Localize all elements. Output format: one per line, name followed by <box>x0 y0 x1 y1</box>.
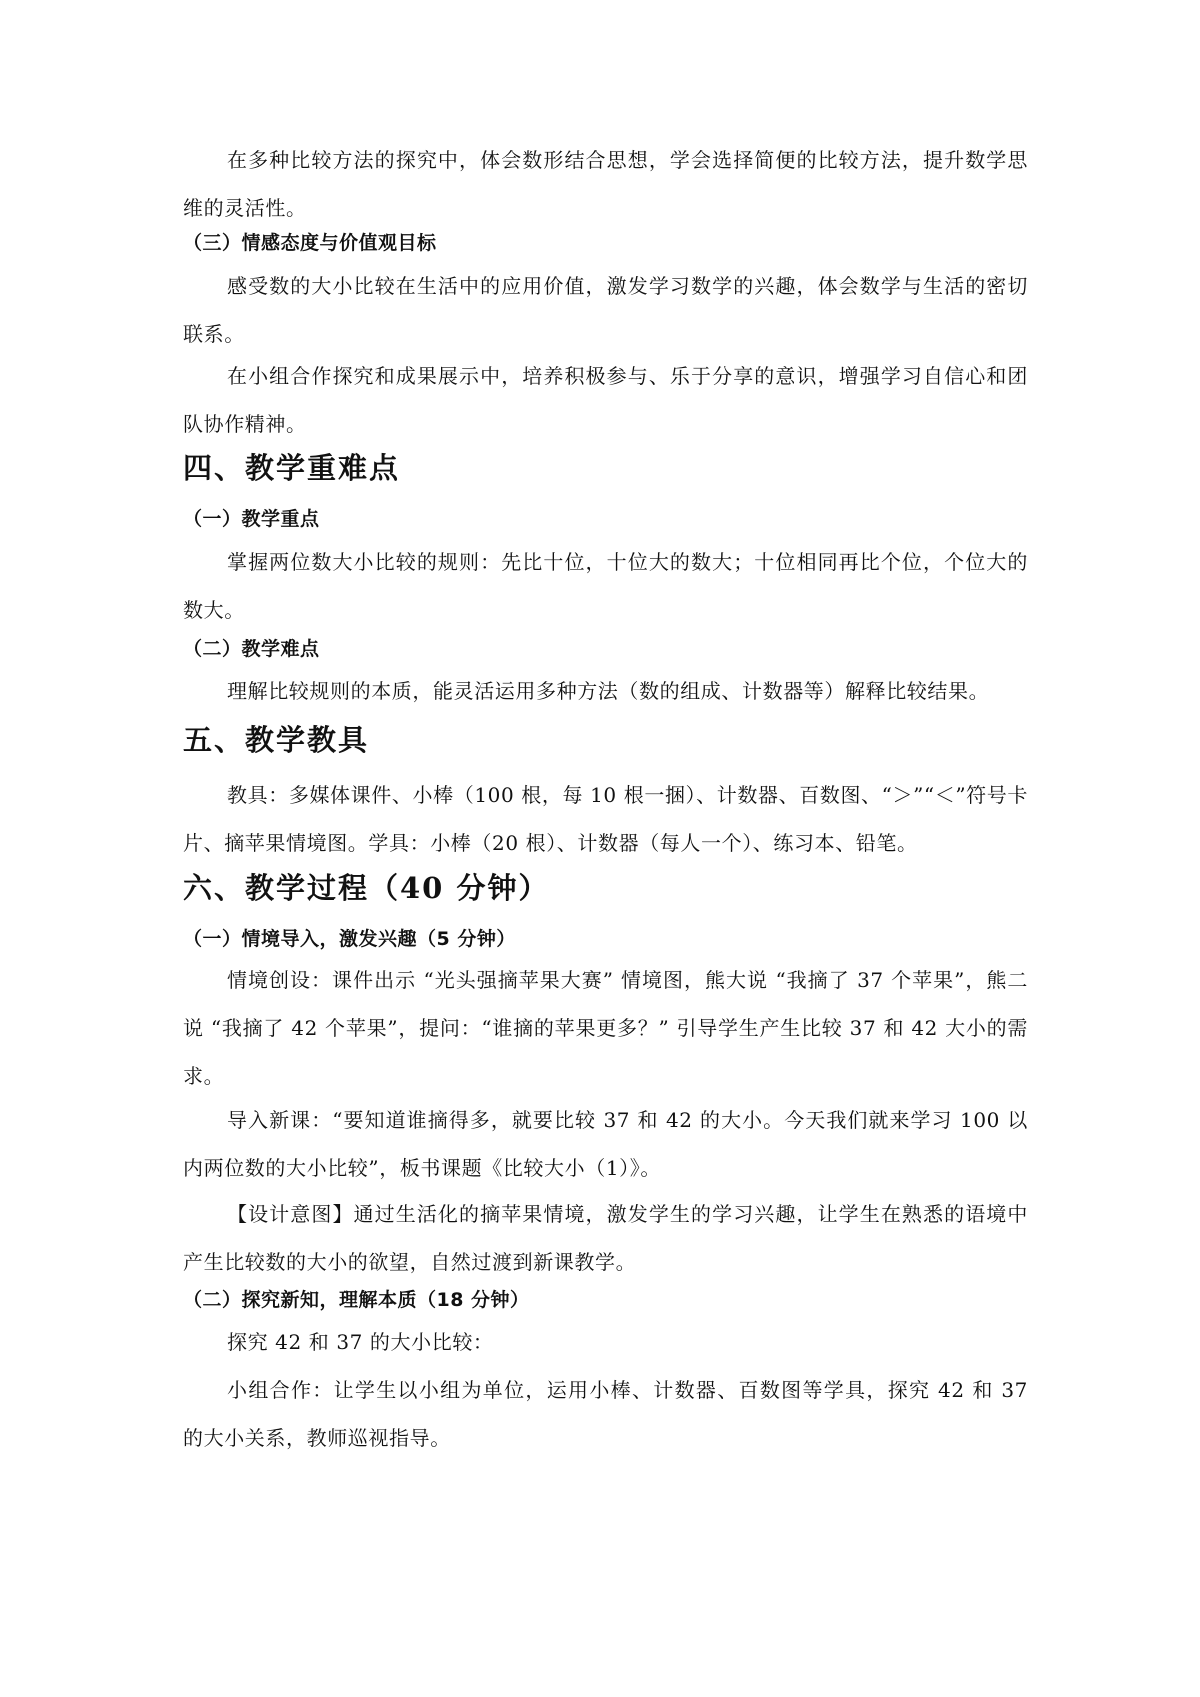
paragraph-rule-essence: 理解比较规则的本质，能灵活运用多种方法（数的组成、计数器等）解释比较结果。 <box>227 679 990 703</box>
subheading-teaching-difficulty: （二）教学难点 <box>183 638 320 660</box>
paragraph-group-cooperation: 在小组合作探究和成果展示中，培养积极参与、乐于分享的意识，增强学习自信心和团队协作精神。 <box>183 364 1028 436</box>
section-heading-key-difficult-points: 四、教学重难点 <box>183 451 401 485</box>
section-heading-teaching-aids: 五、教学教具 <box>183 723 370 757</box>
paragraph-comparison-rule: 掌握两位数大小比较的规则：先比十位，十位大的数大；十位相同再比个位，个位大的数大。 <box>183 550 1028 622</box>
section-heading-teaching-process: 六、教学过程（40 分钟） <box>183 871 550 905</box>
subheading-teaching-focus: （一）教学重点 <box>183 508 320 530</box>
paragraph-situation-creation: 情境创设：课件出示 “光头强摘苹果大赛” 情境图，熊大说 “我摘了 37 个苹果”，熊二说 “我摘了 42 个苹果”，提问：“谁摘的苹果更多？” 引导学生产生比较 37 和 42 大小的需求。 <box>183 968 1028 1088</box>
paragraph-teaching-aids: 教具：多媒体课件、小棒（100 根，每 10 根一捆）、计数器、百数图、“＞”“＜”符号卡片、摘苹果情境图。学具：小棒（20 根）、计数器（每人一个）、练习本、铅笔。 <box>183 783 1028 855</box>
paragraph-thinking-flexibility: 在多种比较方法的探究中，体会数形结合思想，学会选择简便的比较方法，提升数学思维的灵活性。 <box>183 148 1028 220</box>
paragraph-group-work: 小组合作：让学生以小组为单位，运用小棒、计数器、百数图等学具，探究 42 和 37 的大小关系，教师巡视指导。 <box>183 1378 1028 1450</box>
subheading-affective-goals: （三）情感态度与价值观目标 <box>183 232 437 254</box>
paragraph-new-lesson-intro: 导入新课：“要知道谁摘得多，就要比较 37 和 42 的大小。今天我们就来学习 100 以内两位数的大小比较”，板书课题《比较大小（1）》。 <box>183 1108 1028 1180</box>
paragraph-design-intent: 【设计意图】通过生活化的摘苹果情境，激发学生的学习兴趣，让学生在熟悉的语境中产生比较数的大小的欲望，自然过渡到新课教学。 <box>183 1202 1028 1274</box>
subheading-situation-introduction: （一）情境导入，激发兴趣（5 分钟） <box>183 928 516 950</box>
subheading-explore-new-knowledge: （二）探究新知，理解本质（18 分钟） <box>183 1289 530 1311</box>
paragraph-explore-42-37: 探究 42 和 37 的大小比较： <box>227 1330 494 1354</box>
paragraph-application-value: 感受数的大小比较在生活中的应用价值，激发学习数学的兴趣，体会数学与生活的密切联系。 <box>183 274 1028 346</box>
